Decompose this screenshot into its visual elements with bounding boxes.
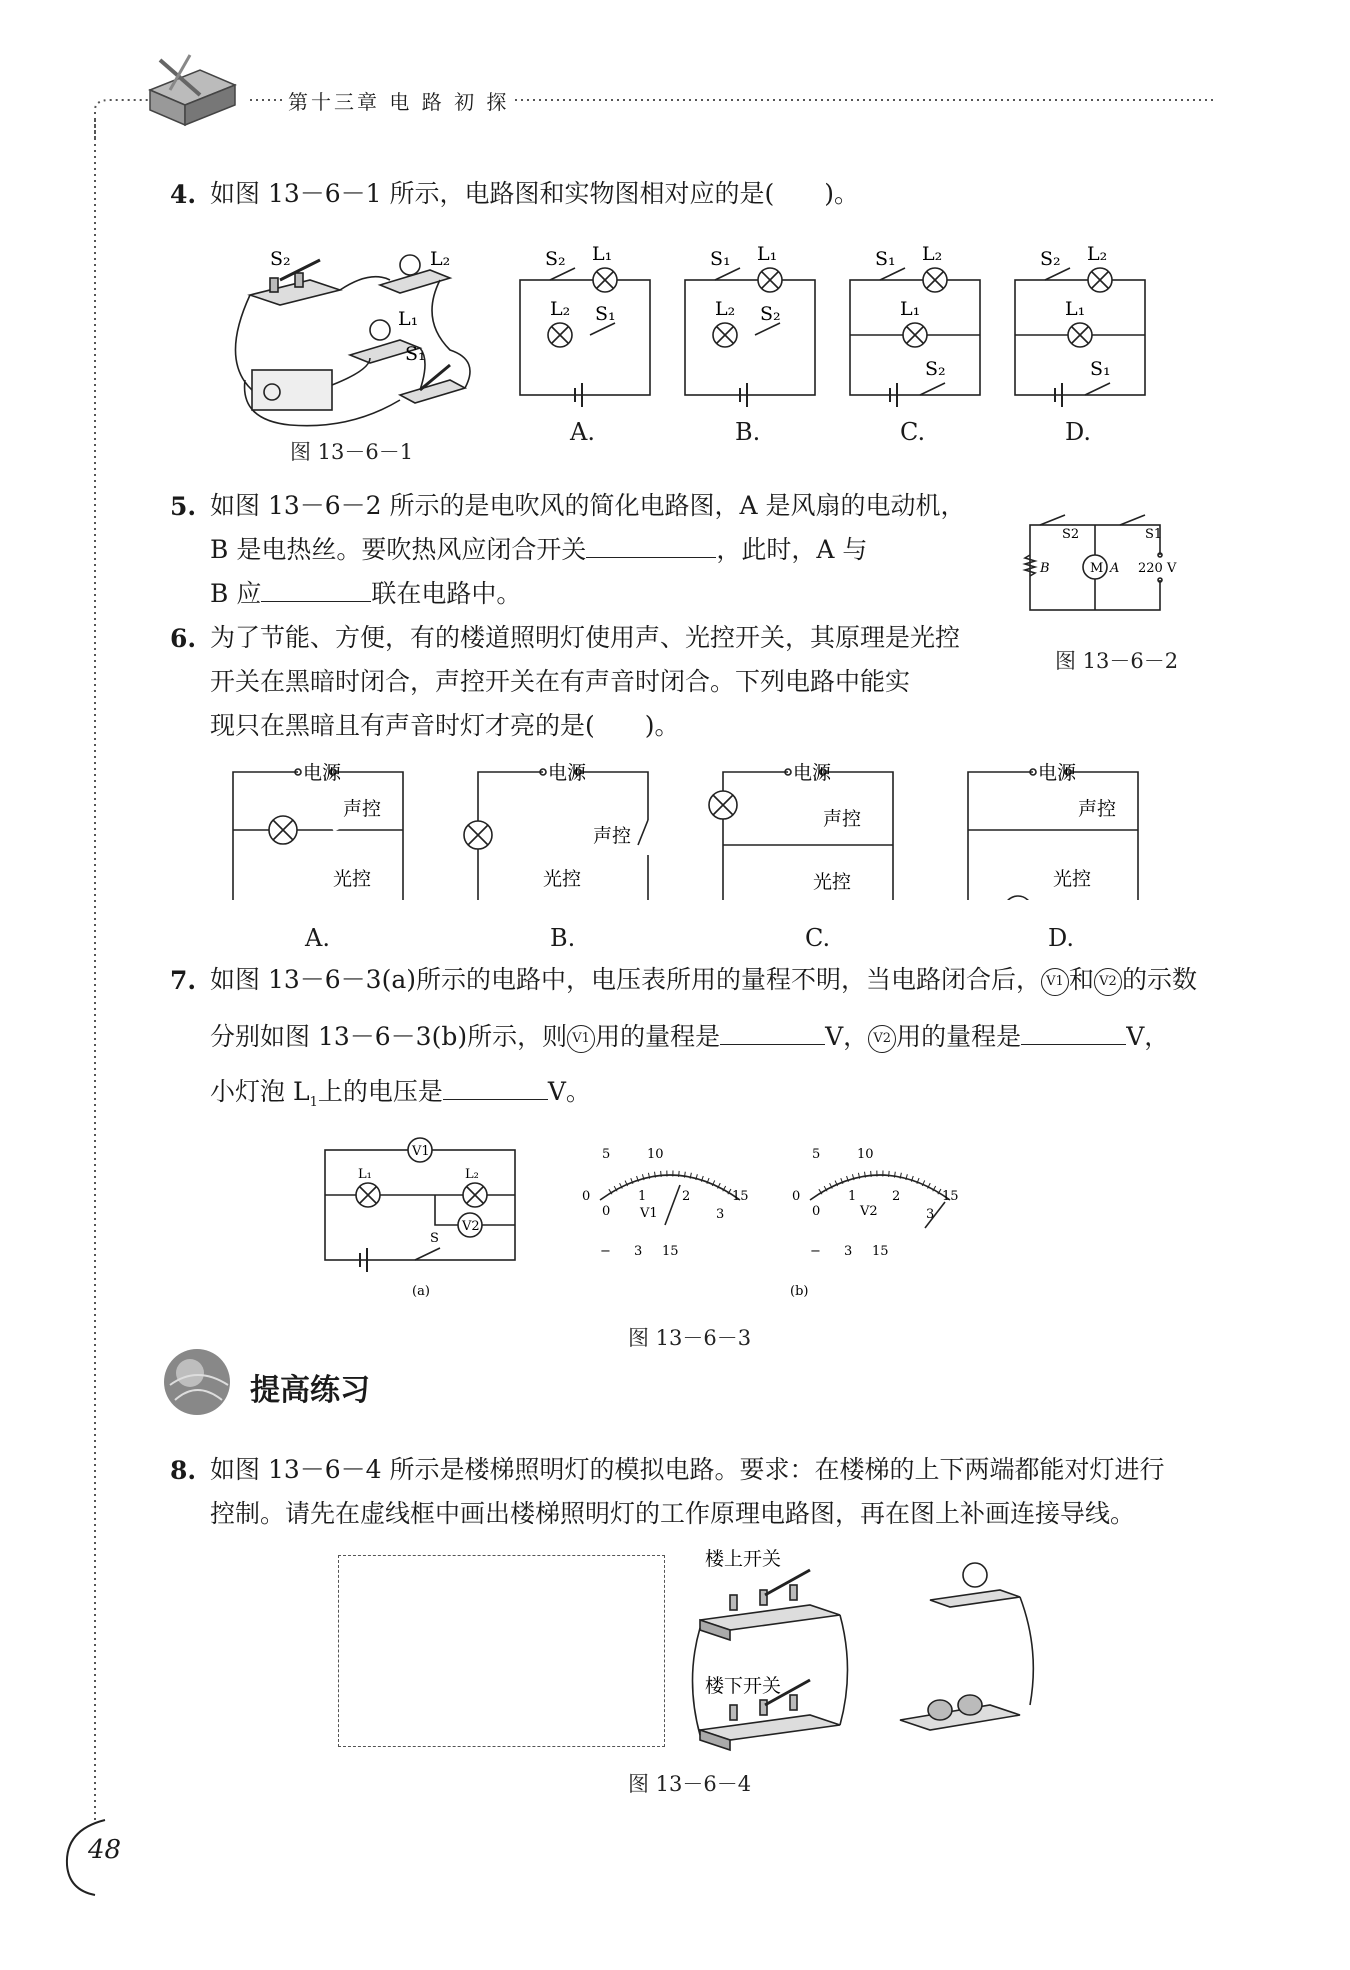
upstairs-switch [700,1570,840,1640]
q7-line2a: 分别如图 13－6－3(b)所示，则 [210,1022,568,1051]
q4-phys-l1: L₁ [398,308,419,330]
q5-caption: 图 13－6－2 [1055,649,1179,673]
q8-downstairs-label: 楼下开关 [705,1675,782,1697]
q7-meter-v2: V2 [860,1204,878,1219]
q6-c-sound: 声控 [823,808,862,830]
q5-line3a: B 应 [210,579,262,608]
svg-text:S₂: S₂ [925,358,946,380]
q4-option-d: D. [1065,418,1092,446]
q8-figure [690,1540,1090,1760]
svg-text:L₂: L₂ [550,298,571,320]
svg-text:5: 5 [602,1147,611,1162]
svg-text:3: 3 [716,1207,725,1222]
q5-line3 [210,572,521,616]
q5-label-m: M [1090,561,1104,576]
q5-label-voltage: 220 V [1138,561,1177,576]
q4-option-c: C. [900,418,926,446]
q4-number: 4. [170,180,197,209]
svg-text:S₁: S₁ [710,248,731,270]
margin-line [85,120,105,1970]
q6-line3: 现只在黑暗且有声音时灯才亮的是( )。 [210,711,680,740]
svg-text:−: − [810,1244,821,1259]
q7-figure [320,1130,1120,1300]
q6-a-light: 光控 [333,868,372,890]
svg-text:−: − [600,1244,611,1259]
svg-text:S₂: S₂ [760,303,781,325]
q6-line2: 开关在黑暗时闭合，声控开关在有声音时闭合。下列电路中能实 [210,667,911,696]
q4-caption: 图 13－6－1 [290,440,414,464]
q4-phys-l2: L₂ [430,248,451,270]
q7-line1 [210,958,1197,1002]
q7-circuit-v2: V2 [462,1219,480,1234]
v2-symbol-2: V2 [868,1025,896,1053]
svg-text:2: 2 [892,1189,901,1204]
q6-d-light: 光控 [1053,868,1092,890]
section-title: 提高练习 [250,1373,370,1408]
svg-text:15: 15 [872,1244,889,1259]
q5-figure [1020,510,1190,630]
q5-label-s2: S2 [1062,527,1080,542]
q5-line1: 如图 13－6－2 所示的是电吹风的简化电路图，A 是风扇的电动机， [210,491,966,520]
svg-text:0: 0 [602,1204,611,1219]
q7-blank-v1[interactable] [720,1018,825,1045]
q4-phys-s1: S₁ [405,343,426,365]
q8-number: 8. [170,1456,197,1485]
svg-text:L₁: L₁ [757,243,778,265]
svg-text:10: 10 [647,1147,664,1162]
q5-number: 5. [170,492,197,521]
v1-symbol-2: V1 [567,1025,595,1053]
q5-label-s1: S1 [1145,527,1163,542]
q5-line3b: 联在电路中。 [371,579,522,608]
q7-circuit-v1: V1 [412,1144,430,1159]
books-icon [150,55,235,125]
q7-circuit-l2: L₂ [465,1167,479,1182]
q7-line3: 小灯泡 $L_1$上的电压是 V。 [210,1070,591,1125]
q7-sub-b: (b) [790,1284,809,1299]
svg-text:15: 15 [942,1189,959,1204]
q6-b-light: 光控 [543,868,582,890]
q7-sub-a: (a) [412,1284,430,1299]
svg-text:1: 1 [638,1189,647,1204]
q6-b-power: 电源 [548,762,587,784]
physical-circuit [235,255,470,426]
q5-label-a: A [1110,561,1120,576]
q7-line3c: V。 [547,1077,591,1106]
q4-option-b: B. [735,418,761,446]
svg-text:3: 3 [844,1244,853,1259]
v1-symbol: V1 [1041,968,1069,996]
q8-caption: 图 13－6－4 [628,1772,752,1796]
q7-line1a: 如图 13－6－3(a)所示的电路中，电压表所用的量程不明，当电路闭合后， [210,965,1041,994]
q7-line2c: V， [825,1022,869,1051]
q7-line2 [210,1015,1169,1059]
svg-text:S₂: S₂ [1040,248,1061,270]
svg-text:L₁: L₁ [592,243,613,265]
q7-line1c: 的示数 [1122,965,1198,994]
q5-line2 [210,528,867,572]
q7-line1b: 和 [1068,965,1094,994]
svg-text:L₂: L₂ [715,298,736,320]
svg-text:0: 0 [582,1189,591,1204]
circuit-d [1015,268,1145,407]
svg-text:S₂: S₂ [545,248,566,270]
q6-option-b: B. [550,924,576,952]
q8-line1: 如图 13－6－4 所示是楼梯照明灯的模拟电路。要求：在楼梯的上下两端都能对灯进行 [210,1455,1165,1484]
q5-label-b: B [1040,561,1050,576]
svg-text:0: 0 [792,1189,801,1204]
q4-text: 如图 13－6－1 所示，电路图和实物图相对应的是( )。 [210,179,860,208]
svg-text:2: 2 [682,1189,691,1204]
circuit-b [685,268,815,407]
q5-line2a: B 是电热丝。要吹热风应闭合开关 [210,535,587,564]
q7-meter-v1: V1 [640,1206,658,1221]
q7-line3b: 上的电压是 [317,1077,443,1106]
q4-option-a: A. [570,418,595,446]
chapter-title: 第十三章 电 路 初 探 [288,90,510,114]
q6-a-sound: 声控 [343,798,382,820]
svg-text:5: 5 [812,1147,821,1162]
circuit-a [520,268,650,407]
q6-d-sound: 声控 [1078,798,1117,820]
q6-option-d: D. [1048,924,1075,952]
svg-text:S₁: S₁ [1090,358,1111,380]
q6-circuit-c [709,769,893,900]
svg-text:3: 3 [926,1207,935,1222]
svg-text:0: 0 [812,1204,821,1219]
header [0,0,1350,140]
q7-blank-l1[interactable] [443,1073,548,1100]
q7-circuit-s: S [430,1231,439,1246]
q6-option-c: C. [805,924,831,952]
svg-text:15: 15 [662,1244,679,1259]
svg-text:S₁: S₁ [875,248,896,270]
q7-line3a: 小灯泡 L [210,1077,310,1106]
svg-text:3: 3 [634,1244,643,1259]
q5-line2b: ，此时，A 与 [716,535,868,564]
q6-circuit-a [233,769,403,900]
q6-b-sound: 声控 [593,825,632,847]
answer-dashed-box[interactable] [338,1555,665,1747]
battery-box [900,1695,1020,1730]
q7-caption: 图 13－6－3 [628,1326,752,1350]
q4-circuit-labels [545,243,1111,380]
q6-line1: 为了节能、方便，有的楼道照明灯使用声、光控开关，其原理是光控 [210,623,961,652]
q7-number: 7. [170,966,197,995]
svg-text:L₁: L₁ [1065,298,1086,320]
q7-line2d: 用的量程是 [896,1022,1022,1051]
svg-text:1: 1 [848,1189,857,1204]
svg-text:S₁: S₁ [595,303,616,325]
q8-line2: 控制。请先在虚线框中画出楼梯照明灯的工作原理电路图，再在图上补画连接导线。 [210,1499,1136,1528]
q7-line2e: V， [1126,1022,1170,1051]
q6-c-light: 光控 [813,871,852,893]
q6-d-power: 电源 [1038,762,1077,784]
svg-text:10: 10 [857,1147,874,1162]
q8-upstairs-label: 楼上开关 [705,1548,782,1570]
q6-option-a: A. [305,924,330,952]
q6-c-power: 电源 [793,762,832,784]
q6-a-power: 电源 [303,762,342,784]
svg-text:15: 15 [732,1189,749,1204]
svg-text:L₂: L₂ [1087,243,1108,265]
q6-number: 6. [170,624,197,653]
globe-icon [160,1345,235,1420]
q5-blank-connection[interactable] [261,575,371,602]
lamp-base [930,1563,1020,1607]
svg-text:L₂: L₂ [922,243,943,265]
q7-blank-v2[interactable] [1021,1018,1126,1045]
header-decoration [0,0,1350,140]
q5-blank-switch[interactable] [586,531,716,558]
q7-line2b: 用的量程是 [595,1022,721,1051]
svg-text:L₁: L₁ [900,298,921,320]
q6-figure [225,760,1185,900]
v2-symbol: V2 [1094,968,1122,996]
q7-circuit-l1: L₁ [358,1167,372,1182]
circuit-c [850,268,980,407]
page-number: 48 [88,1835,122,1865]
q4-phys-s2: S₂ [270,248,291,270]
